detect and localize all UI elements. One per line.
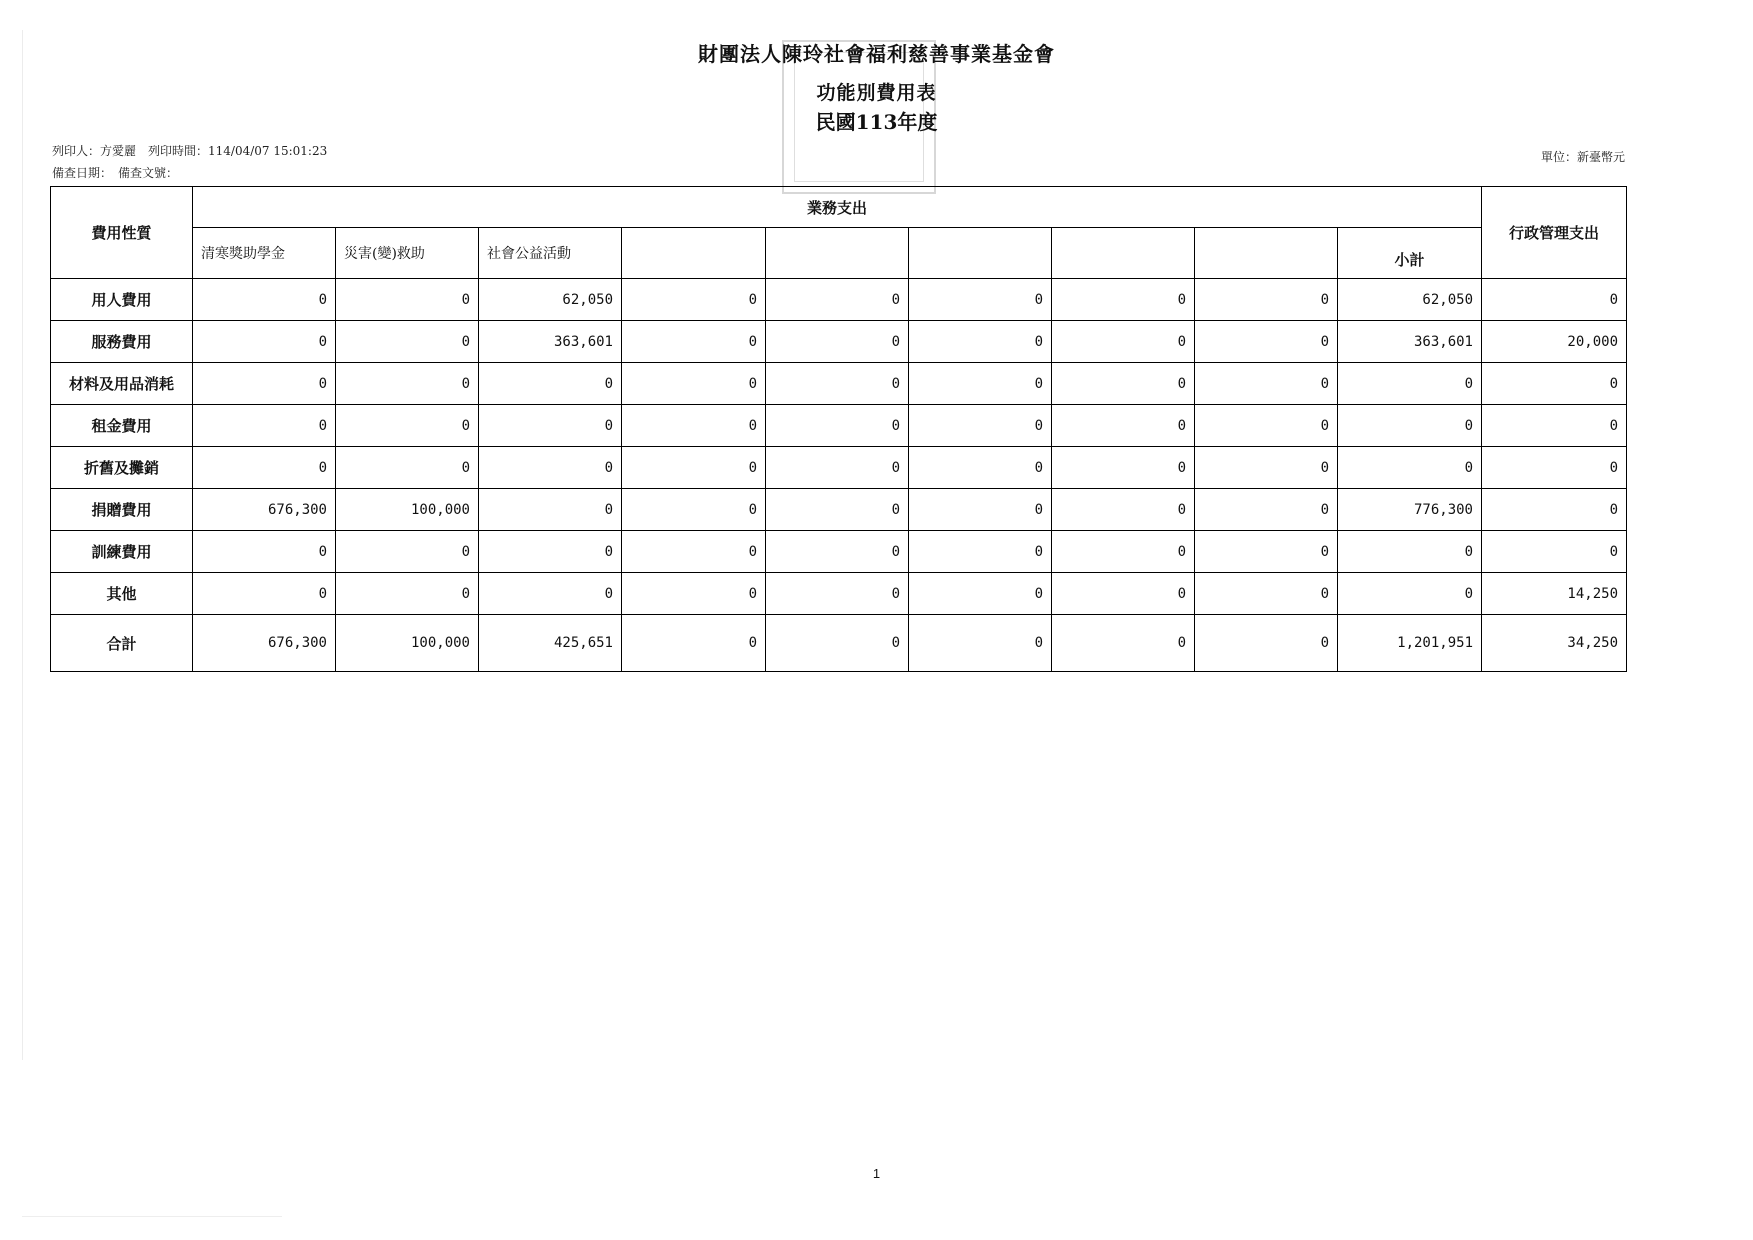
value-cell: 0 <box>479 447 622 489</box>
table-row <box>51 531 1627 573</box>
value-cell: 0 <box>1052 363 1195 405</box>
value-cell: 0 <box>1482 489 1627 531</box>
value-cell: 0 <box>766 279 909 321</box>
value-cell: 0 <box>1052 321 1195 363</box>
functional-expense-table <box>50 186 1627 672</box>
row-label: 服務費用 <box>51 321 193 363</box>
value-cell: 0 <box>193 405 336 447</box>
table-row <box>51 573 1627 615</box>
value-cell: 0 <box>479 489 622 531</box>
value-cell: 0 <box>909 447 1052 489</box>
value-cell: 363,601 <box>1338 321 1482 363</box>
col-head <box>622 228 766 279</box>
value-cell: 0 <box>193 447 336 489</box>
backup-info: 備查日期： 備查文號： <box>52 166 179 180</box>
report-title: 功能別費用表 <box>816 82 937 104</box>
value-cell: 0 <box>766 363 909 405</box>
value-cell: 0 <box>479 363 622 405</box>
value-cell: 0 <box>622 531 766 573</box>
value-cell: 0 <box>193 363 336 405</box>
row-label: 用人費用 <box>51 279 193 321</box>
value-cell: 0 <box>1195 363 1338 405</box>
col-head: 清寒獎助學金 <box>193 228 336 279</box>
value-cell: 0 <box>1052 531 1195 573</box>
header-admin-expense: 行政管理支出 <box>1482 187 1627 279</box>
value-cell: 62,050 <box>479 279 622 321</box>
value-cell: 100,000 <box>336 489 479 531</box>
value-cell: 0 <box>1052 405 1195 447</box>
value-cell: 0 <box>622 405 766 447</box>
value-cell: 0 <box>1195 531 1338 573</box>
value-cell: 0 <box>479 573 622 615</box>
table-row <box>51 321 1627 363</box>
header-expense-nature: 費用性質 <box>51 187 193 279</box>
row-label: 捐贈費用 <box>51 489 193 531</box>
value-cell: 0 <box>766 447 909 489</box>
value-cell: 0 <box>336 405 479 447</box>
value-cell: 0 <box>1482 363 1627 405</box>
value-cell: 0 <box>909 531 1052 573</box>
value-cell: 0 <box>766 489 909 531</box>
value-cell: 0 <box>1195 279 1338 321</box>
value-cell: 0 <box>622 279 766 321</box>
total-label: 合計 <box>51 615 193 672</box>
value-cell: 0 <box>1195 405 1338 447</box>
row-label: 訓練費用 <box>51 531 193 573</box>
value-cell: 0 <box>336 447 479 489</box>
value-cell: 0 <box>1482 279 1627 321</box>
value-cell: 0 <box>1482 447 1627 489</box>
value-cell: 0 <box>479 405 622 447</box>
total-cell: 676,300 <box>193 615 336 672</box>
value-cell: 0 <box>622 489 766 531</box>
value-cell: 0 <box>622 573 766 615</box>
col-head: 災害(變)救助 <box>336 228 479 279</box>
report-year: 民國113年度 <box>815 110 938 134</box>
value-cell: 0 <box>1338 447 1482 489</box>
total-cell: 0 <box>909 615 1052 672</box>
value-cell: 0 <box>909 363 1052 405</box>
page-edge-shadow <box>22 30 23 1060</box>
value-cell: 676,300 <box>193 489 336 531</box>
value-cell: 0 <box>479 531 622 573</box>
value-cell: 0 <box>1052 489 1195 531</box>
footer-divider <box>22 1216 282 1217</box>
table-row <box>51 279 1627 321</box>
value-cell: 62,050 <box>1338 279 1482 321</box>
total-cell: 0 <box>622 615 766 672</box>
printer-info: 列印人：方愛麗 列印時間：114/04/07 15:01:23 <box>52 144 328 158</box>
value-cell: 0 <box>1338 573 1482 615</box>
value-cell: 0 <box>1482 405 1627 447</box>
value-cell: 0 <box>622 447 766 489</box>
col-head-subtotal: 小計 <box>1338 228 1482 279</box>
col-head <box>1052 228 1195 279</box>
table-row <box>51 489 1627 531</box>
value-cell: 0 <box>622 321 766 363</box>
value-cell: 0 <box>1482 531 1627 573</box>
value-cell: 0 <box>766 321 909 363</box>
value-cell: 0 <box>1338 405 1482 447</box>
total-cell: 0 <box>1195 615 1338 672</box>
value-cell: 14,250 <box>1482 573 1627 615</box>
table-row <box>51 405 1627 447</box>
value-cell: 363,601 <box>479 321 622 363</box>
total-cell: 0 <box>766 615 909 672</box>
value-cell: 0 <box>336 531 479 573</box>
value-cell: 0 <box>1195 447 1338 489</box>
value-cell: 0 <box>766 405 909 447</box>
value-cell: 20,000 <box>1482 321 1627 363</box>
row-label: 折舊及攤銷 <box>51 447 193 489</box>
value-cell: 0 <box>909 573 1052 615</box>
value-cell: 0 <box>766 573 909 615</box>
value-cell: 0 <box>1195 489 1338 531</box>
value-cell: 0 <box>193 279 336 321</box>
col-head <box>1195 228 1338 279</box>
value-cell: 0 <box>1195 573 1338 615</box>
value-cell: 0 <box>193 531 336 573</box>
currency-unit: 單位：新臺幣元 <box>1540 150 1625 164</box>
value-cell: 0 <box>1338 363 1482 405</box>
col-head <box>909 228 1052 279</box>
value-cell: 0 <box>909 405 1052 447</box>
value-cell: 0 <box>336 363 479 405</box>
value-cell: 0 <box>766 531 909 573</box>
total-cell: 425,651 <box>479 615 622 672</box>
total-cell: 0 <box>1052 615 1195 672</box>
value-cell: 0 <box>622 363 766 405</box>
table-row <box>51 363 1627 405</box>
row-label: 其他 <box>51 573 193 615</box>
value-cell: 0 <box>193 321 336 363</box>
header-business-expense: 業務支出 <box>193 187 1482 228</box>
value-cell: 0 <box>1338 531 1482 573</box>
value-cell: 0 <box>1052 279 1195 321</box>
value-cell: 0 <box>336 279 479 321</box>
value-cell: 0 <box>909 321 1052 363</box>
row-label: 材料及用品消耗 <box>51 363 193 405</box>
value-cell: 0 <box>909 279 1052 321</box>
table-row <box>51 447 1627 489</box>
org-title: 財團法人陳玲社會福利慈善事業基金會 <box>698 42 1055 66</box>
value-cell: 0 <box>193 573 336 615</box>
row-label: 租金費用 <box>51 405 193 447</box>
value-cell: 0 <box>909 489 1052 531</box>
value-cell: 776,300 <box>1338 489 1482 531</box>
value-cell: 0 <box>336 321 479 363</box>
value-cell: 0 <box>1195 321 1338 363</box>
value-cell: 0 <box>336 573 479 615</box>
value-cell: 0 <box>1052 573 1195 615</box>
total-cell: 34,250 <box>1482 615 1627 672</box>
col-head: 社會公益活動 <box>479 228 622 279</box>
page-number: 1 <box>872 1166 881 1181</box>
total-cell: 1,201,951 <box>1338 615 1482 672</box>
col-head <box>766 228 909 279</box>
value-cell: 0 <box>1052 447 1195 489</box>
total-cell: 100,000 <box>336 615 479 672</box>
